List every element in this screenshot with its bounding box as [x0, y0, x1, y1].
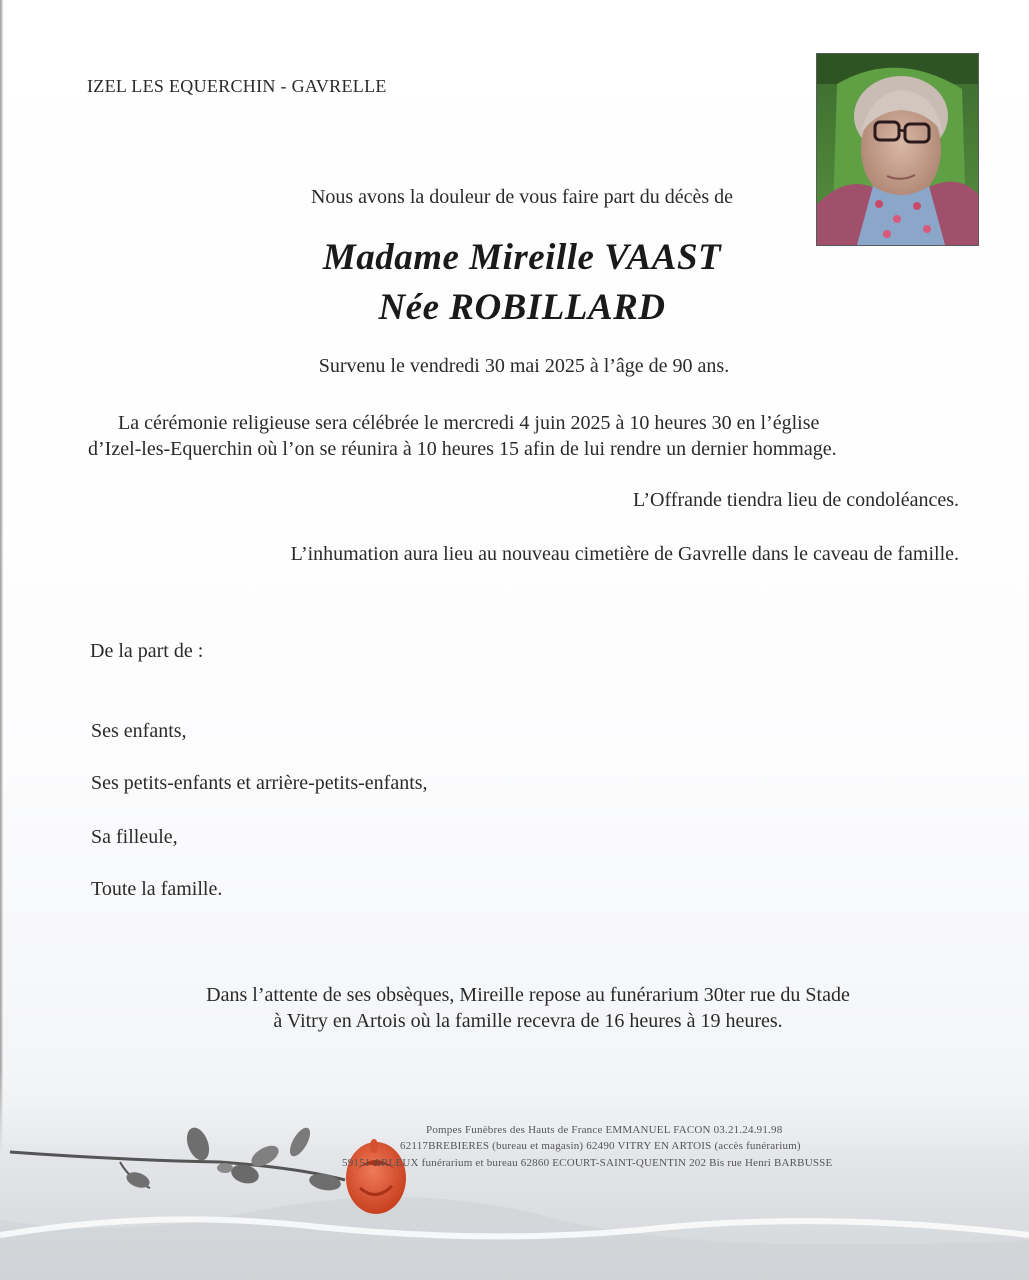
- deceased-name: Madame Mireille VAAST: [322, 237, 722, 278]
- family-member: Sa filleule,: [91, 826, 178, 848]
- ceremony-line-1: La cérémonie religieuse sera célébrée le mercredi 4 juin 2025 à 10 heures 30 en l’église: [118, 412, 820, 434]
- portrait-photo: [816, 53, 979, 246]
- wake-line-1: Dans l’attente de ses obsèques, Mireille repose au funérarium 30ter rue du Stade: [206, 984, 850, 1006]
- death-date-text: Survenu le vendredi 30 mai 2025 à l’âge de 90 ans.: [318, 355, 730, 377]
- inhumation-text: L’inhumation aura lieu au nouveau cimetière de Gavrelle dans le caveau de famille.: [290, 543, 959, 565]
- intro-text: Nous avons la douleur de vous faire part du décès de: [310, 186, 734, 208]
- funeral-home-line-3: 59151 ARLEUX funérarium et bureau 62860 ECOURT-SAINT-QUENTIN 202 Bis rue Henri BARBUSSE: [342, 1157, 833, 1169]
- location-header: IZEL LES EQUERCHIN - GAVRELLE: [87, 76, 387, 96]
- from-label: De la part de :: [90, 640, 204, 662]
- family-member: Toute la famille.: [91, 878, 223, 900]
- maiden-name: Née ROBILLARD: [378, 287, 666, 328]
- wake-line-2: à Vitry en Artois où la famille recevra de 16 heures à 19 heures.: [273, 1010, 783, 1032]
- rose-on-beach-decoration: [0, 1070, 1029, 1280]
- funeral-home-line-1: Pompes Funèbres des Hauts de France EMMANUEL FACON 03.21.24.91.98: [426, 1124, 783, 1136]
- family-member: Ses enfants,: [91, 720, 187, 742]
- offrande-text: L’Offrande tiendra lieu de condoléances.: [633, 489, 959, 511]
- funeral-home-line-2: 62117BREBIERES (bureau et magasin) 62490 VITRY EN ARTOIS (accès funérarium): [400, 1140, 801, 1152]
- ceremony-line-2: d’Izel-les-Equerchin où l’on se réunira à 10 heures 15 afin de lui rendre un dernier hommage.: [88, 438, 837, 460]
- family-member: Ses petits-enfants et arrière-petits-enfants,: [91, 772, 428, 794]
